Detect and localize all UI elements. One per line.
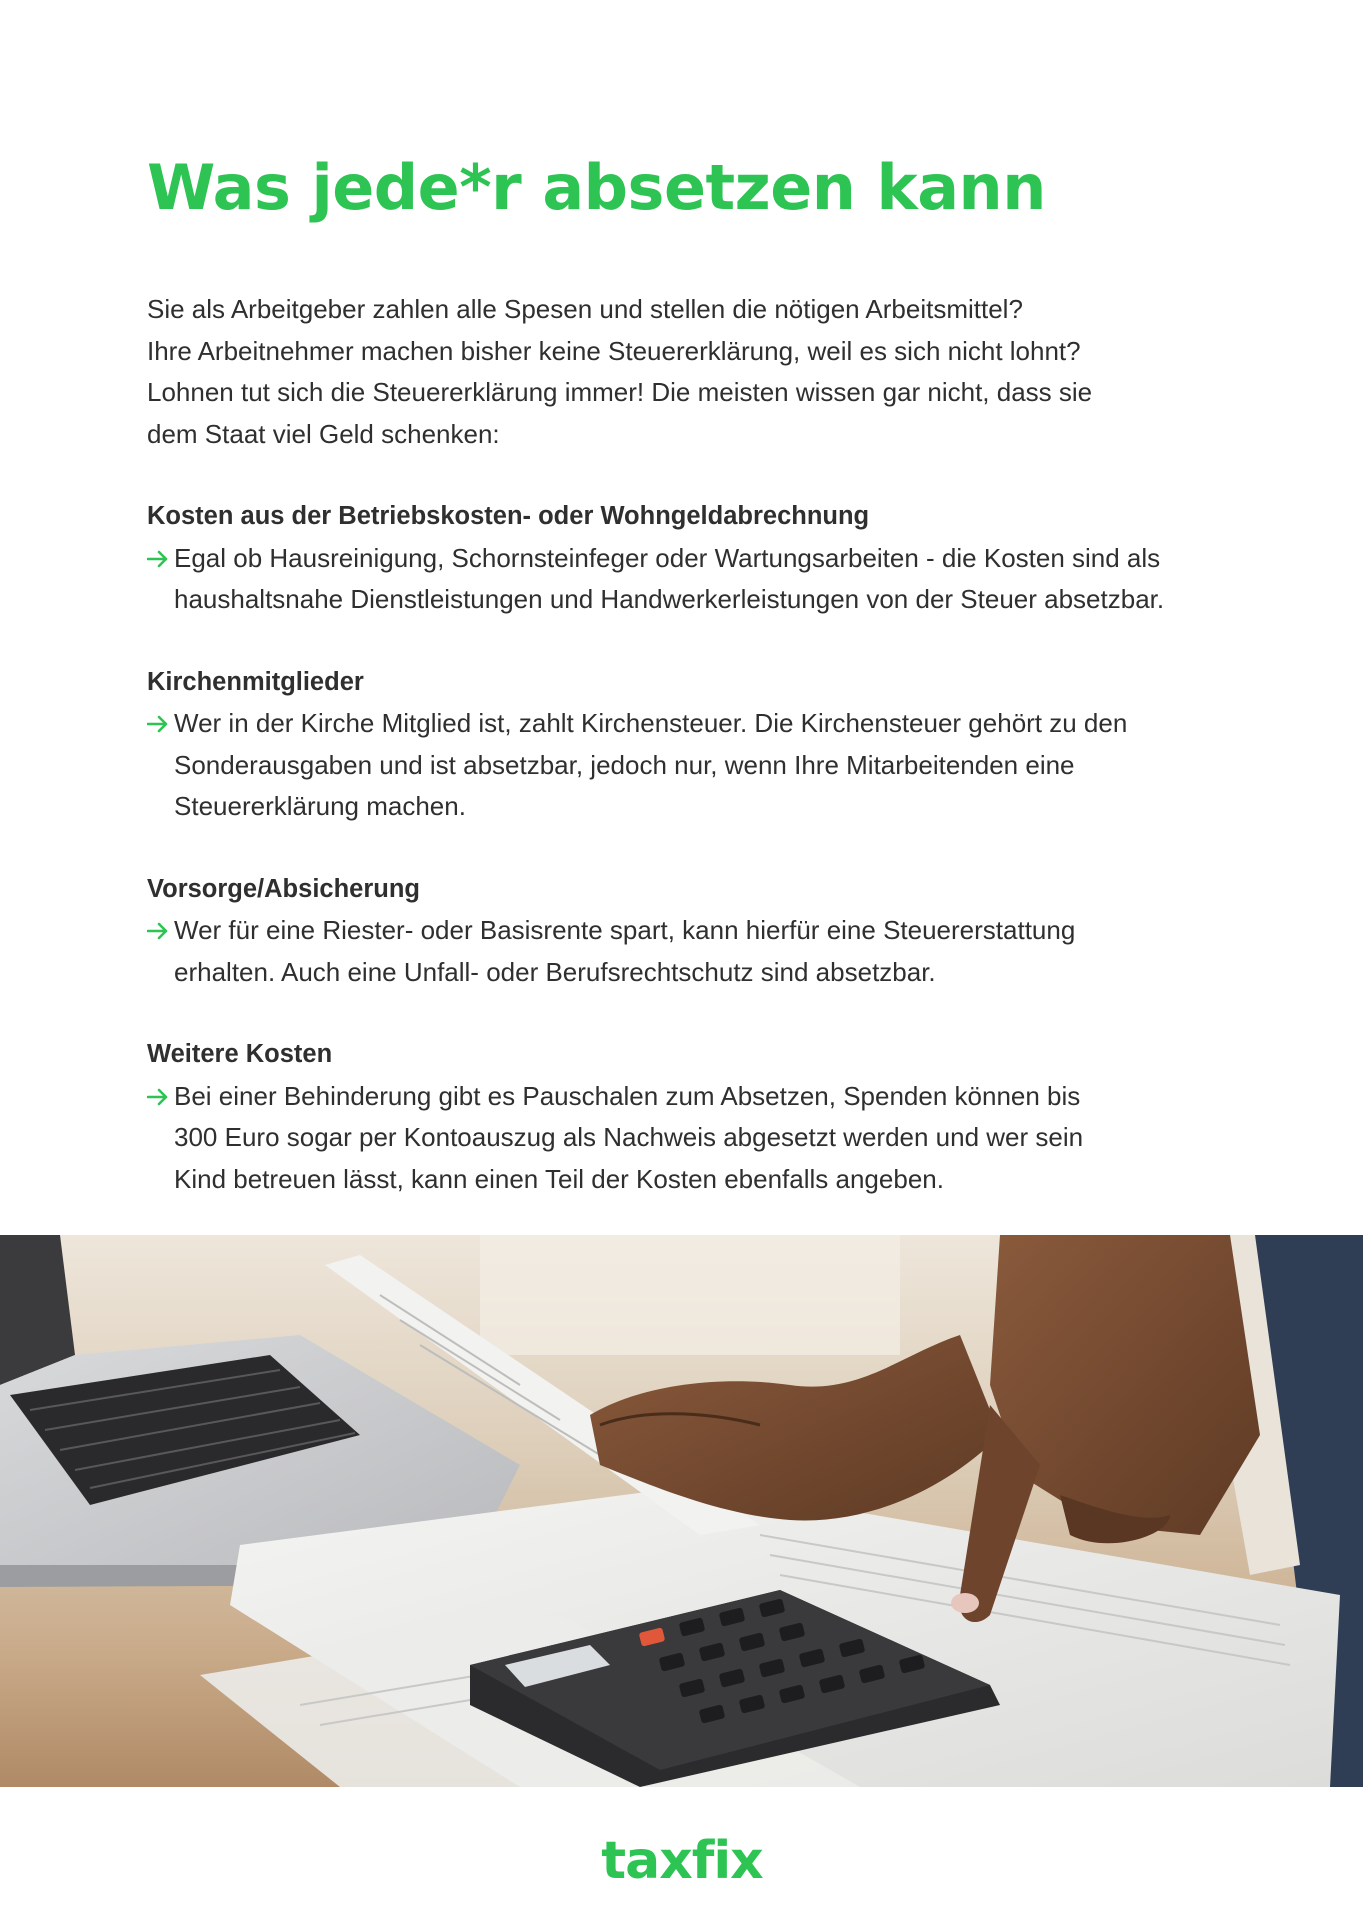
taxfix-logo — [592, 1829, 772, 1891]
section-item — [147, 703, 1247, 828]
section-vorsorge — [147, 869, 1247, 994]
photo-laptop-calculator-hands-icon — [0, 1235, 1363, 1787]
photo-laptop-calculator — [0, 1235, 1363, 1787]
page-title: Was jede*r absetzen kann — [147, 151, 1046, 224]
intro-paragraph — [147, 289, 1247, 455]
section-item — [147, 1076, 1247, 1201]
section-heading: Kirchenmitglieder — [147, 667, 364, 696]
section-kirchenmitglieder — [147, 662, 1247, 828]
section-heading: Weitere Kosten — [147, 1040, 333, 1068]
logo-text: taxfix — [601, 1831, 763, 1891]
intro-line: Sie als Arbeitgeber zahlen alle Spesen und stellen die nötigen Arbeitsmittel? — [147, 294, 1023, 324]
arrow-right-icon — [147, 922, 169, 940]
content-area — [147, 150, 1247, 1200]
item-line: haushaltsnahe Dienstleistungen und Handwerkerleistungen von der Steuer absetzbar. — [174, 584, 1165, 614]
section-item — [147, 538, 1247, 621]
item-line: Bei einer Behinderung gibt es Pauschalen zum Absetzen, Spenden können bis — [174, 1080, 1081, 1111]
item-line: Sonderausgaben und ist absetzbar, jedoch nur, wenn Ihre Mitarbeitenden eine — [174, 749, 1075, 780]
arrow-right-icon — [147, 715, 169, 733]
section-weitere-kosten — [147, 1034, 1247, 1200]
section-item — [147, 910, 1247, 993]
item-line: Wer in der Kirche Mitglied ist, zahlt Kirchensteuer. Die Kirchensteuer gehört zu den — [174, 708, 1128, 738]
arrow-right-icon — [147, 1088, 169, 1106]
item-line: Egal ob Hausreinigung, Schornsteinfeger oder Wartungsarbeiten - die Kosten sind als — [174, 542, 1161, 573]
intro-line: Lohnen tut sich die Steuererklärung immer! Die meisten wissen gar nicht, dass sie — [147, 377, 1093, 407]
item-line: erhalten. Auch eine Unfall- oder Berufsrechtschutz sind absetzbar. — [174, 956, 936, 987]
arrow-right-icon — [147, 550, 169, 568]
item-line: Steuererklärung machen. — [174, 791, 466, 821]
item-line: 300 Euro sogar per Kontoauszug als Nachweis abgesetzt werden und wer sein — [174, 1122, 1084, 1152]
section-heading: Vorsorge/Absicherung — [147, 874, 420, 903]
section-betriebskosten — [147, 496, 1247, 621]
section-heading: Kosten aus der Betriebskosten- oder Wohngeldabrechnung — [147, 502, 870, 530]
intro-line: dem Staat viel Geld schenken: — [147, 418, 500, 449]
item-line: Wer für eine Riester- oder Basisrente spart, kann hierfür eine Steuererstattung — [174, 915, 1076, 945]
intro-line: Ihre Arbeitnehmer machen bisher keine Steuererklärung, weil es sich nicht lohnt? — [147, 335, 1081, 366]
item-line: Kind betreuen lässt, kann einen Teil der Kosten ebenfalls angeben. — [174, 1163, 944, 1194]
